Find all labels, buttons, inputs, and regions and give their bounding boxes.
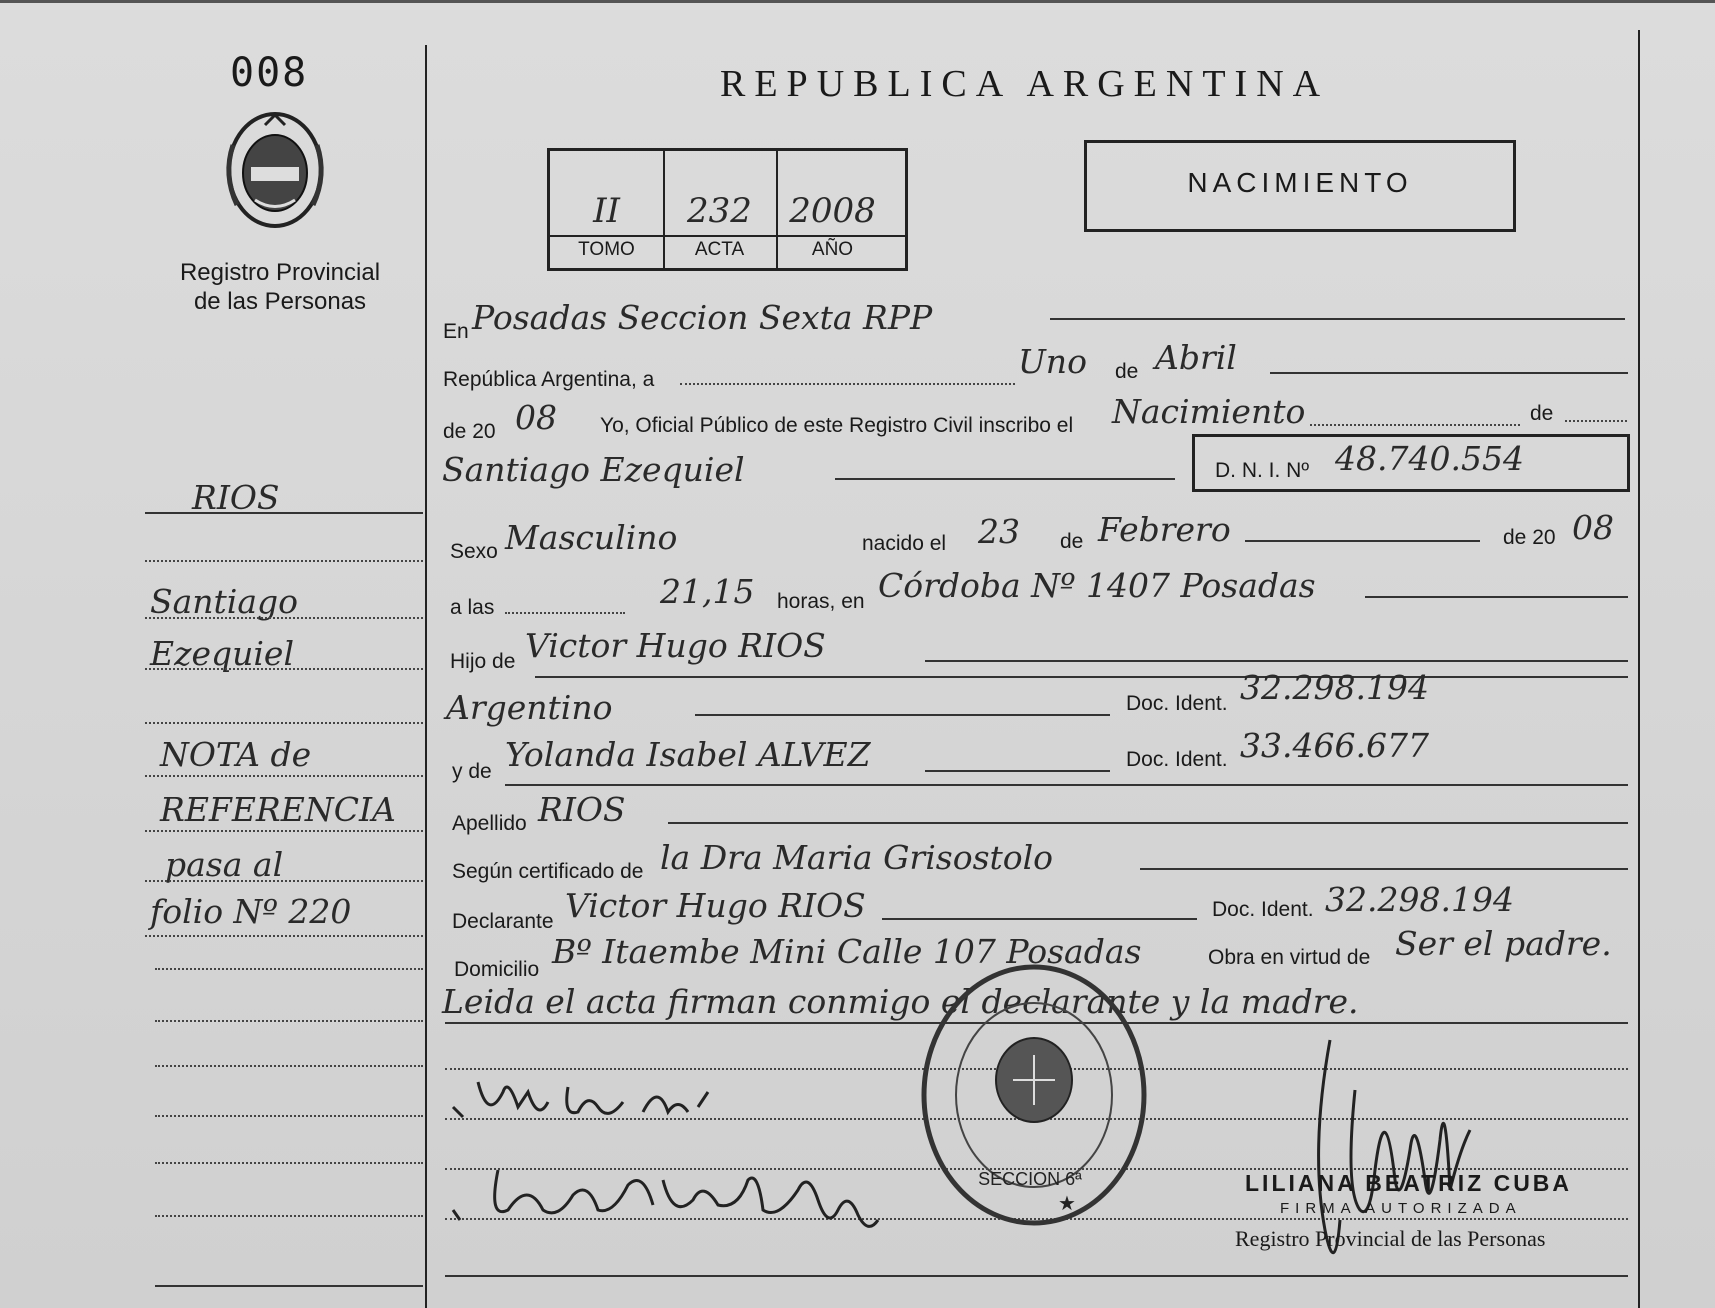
label-doc-mother: Doc. Ident.: [1126, 748, 1228, 771]
margin-rule: [145, 775, 423, 777]
value-by-virtue: Ser el padre.: [1395, 924, 1612, 963]
label-hijo: Hijo de: [450, 650, 516, 673]
margin-rule: [145, 722, 423, 724]
registry-line-2: de las Personas: [193, 288, 367, 315]
value-surname: RIOS: [538, 790, 626, 829]
top-edge: [0, 0, 1715, 3]
country-heading: REPUBLICA ARGENTINA: [720, 63, 1330, 105]
value-nationality: Argentino: [446, 688, 613, 727]
label-declarante: Declarante: [452, 910, 554, 933]
label-dni: D. N. I. Nº: [1215, 459, 1310, 482]
label-obra: Obra en virtud de: [1208, 946, 1371, 969]
acta-label: ACTA: [694, 239, 745, 260]
right-border: [1638, 30, 1640, 1308]
tomo-label: TOMO: [578, 239, 635, 260]
fill-line: [680, 383, 1015, 385]
margin-rule: [155, 1215, 423, 1217]
label-de20b: de 20: [1503, 526, 1556, 549]
margin-rule: [145, 668, 423, 670]
label-sexo: Sexo: [450, 540, 498, 563]
margin-rule: [155, 1020, 423, 1022]
label-nacido: nacido el: [862, 532, 947, 555]
fill-line: [695, 714, 1110, 716]
ano-label: AÑO: [811, 239, 854, 260]
margin-note-1: NOTA de: [160, 735, 312, 774]
value-birth-place: Córdoba Nº 1407 Posadas: [878, 566, 1316, 605]
value-father: Victor Hugo RIOS: [525, 626, 826, 665]
label-de-mes: de: [1060, 530, 1084, 553]
margin-rule: [145, 830, 423, 832]
official-registry: Registro Provincial de las Personas: [1235, 1226, 1546, 1251]
value-month: Abril: [1155, 338, 1237, 377]
label-de20: de 20: [443, 420, 496, 443]
value-birth-day: 23: [978, 512, 1020, 551]
value-declarant: Victor Hugo RIOS: [565, 886, 866, 925]
value-time: 21,15: [660, 572, 755, 611]
value-address: Bº Itaembe Mini Calle 107 Posadas: [552, 932, 1142, 971]
acta-value: 232: [687, 191, 752, 231]
value-act: Nacimiento: [1112, 392, 1306, 431]
margin-rule: [155, 1162, 423, 1164]
father-signature-icon: [448, 1062, 768, 1132]
value-declarant-doc: 32.298.194: [1325, 880, 1514, 919]
value-day: Uno: [1018, 342, 1087, 381]
label-domicilio: Domicilio: [454, 958, 540, 981]
margin-rule: [145, 880, 423, 882]
label-de: de: [1115, 360, 1139, 383]
margin-given-1: Santiago: [150, 582, 299, 621]
act-type-box: [1084, 140, 1516, 232]
value-father-doc: 32.298.194: [1240, 668, 1429, 707]
margin-given-2: Ezequiel: [150, 634, 295, 673]
margin-surname: RIOS: [192, 478, 280, 517]
province-seal-icon: [215, 105, 335, 235]
record-table: [547, 148, 908, 271]
value-name: Santiago Ezequiel: [442, 450, 745, 489]
fill-line: [1270, 372, 1628, 374]
fill-line: [882, 918, 1197, 920]
label-doc-father: Doc. Ident.: [1126, 692, 1228, 715]
label-republica: República Argentina, a: [443, 368, 655, 391]
label-apellido: Apellido: [452, 812, 527, 835]
value-mother: Yolanda Isabel ALVEZ: [505, 735, 871, 774]
margin-divider: [425, 45, 427, 1308]
label-doc-declarant: Doc. Ident.: [1212, 898, 1314, 921]
margin-rule: [145, 512, 423, 514]
margin-note-3: pasa al: [165, 845, 284, 884]
margin-rule: [145, 617, 423, 619]
label-segun: Según certificado de: [452, 860, 644, 883]
svg-text:★: ★: [1058, 1191, 1076, 1215]
fill-line: [668, 822, 1628, 824]
value-birth-month: Febrero: [1098, 510, 1231, 549]
official-name: LILIANA BEATRIZ CUBA: [1245, 1170, 1573, 1196]
margin-rule: [155, 1285, 423, 1287]
ano-value: 2008: [789, 191, 876, 231]
margin-rule: [155, 1115, 423, 1117]
label-de-end: de: [1530, 402, 1554, 425]
fill-line: [1310, 424, 1520, 426]
value-sex: Masculino: [505, 518, 678, 557]
fill-line: [1565, 420, 1627, 422]
official-role: FIRMA AUTORIZADA: [1280, 1200, 1522, 1217]
margin-rule: [155, 968, 423, 970]
dni-box: [1192, 434, 1630, 492]
value-birth-year: 08: [1572, 508, 1614, 547]
label-yo: Yo, Oficial Público de este Registro Civil inscribo el: [600, 414, 1074, 437]
fill-line: [925, 770, 1110, 772]
fill-line: [835, 478, 1175, 480]
mother-signature-icon: [448, 1150, 888, 1240]
margin-note-2: REFERENCIA: [160, 790, 396, 829]
registry-label: [160, 258, 400, 316]
margin-note-4: folio Nº 220: [150, 892, 352, 931]
value-year-suffix: 08: [515, 398, 557, 437]
official-stamp-icon: [918, 960, 1150, 1230]
label-horas: horas, en: [777, 590, 865, 613]
fill-line: [505, 784, 1628, 786]
fill-line: [535, 676, 1628, 678]
fill-line: [925, 660, 1628, 662]
fill-line: [1365, 596, 1628, 598]
tomo-value: II: [593, 191, 620, 231]
value-certificate: la Dra Maria Grisostolo: [660, 838, 1054, 877]
fill-line: [1140, 868, 1628, 870]
value-dni: 48.740.554: [1335, 439, 1524, 478]
label-a-las: a las: [450, 596, 495, 619]
fill-line: [505, 612, 625, 614]
margin-rule: [155, 1065, 423, 1067]
margin-rule: [145, 560, 423, 562]
fill-line: [1245, 540, 1480, 542]
value-mother-doc: 33.466.677: [1240, 726, 1429, 765]
stamp-seccion-text: SECCION 6ª: [978, 1169, 1082, 1189]
label-y-de: y de: [452, 760, 492, 783]
table-header-rule: [550, 235, 905, 237]
folio-number: 008: [230, 50, 309, 96]
label-en: En: [443, 320, 469, 343]
registry-line-1: Registro Provincial: [179, 259, 381, 286]
margin-rule: [145, 935, 423, 937]
fill-line: [1050, 318, 1625, 320]
value-reading: Leida el acta firman conmigo el declarante y la madre.: [442, 982, 1359, 1021]
value-place: Posadas Seccion Sexta RPP: [472, 298, 933, 337]
act-type: NACIMIENTO: [1187, 167, 1413, 198]
